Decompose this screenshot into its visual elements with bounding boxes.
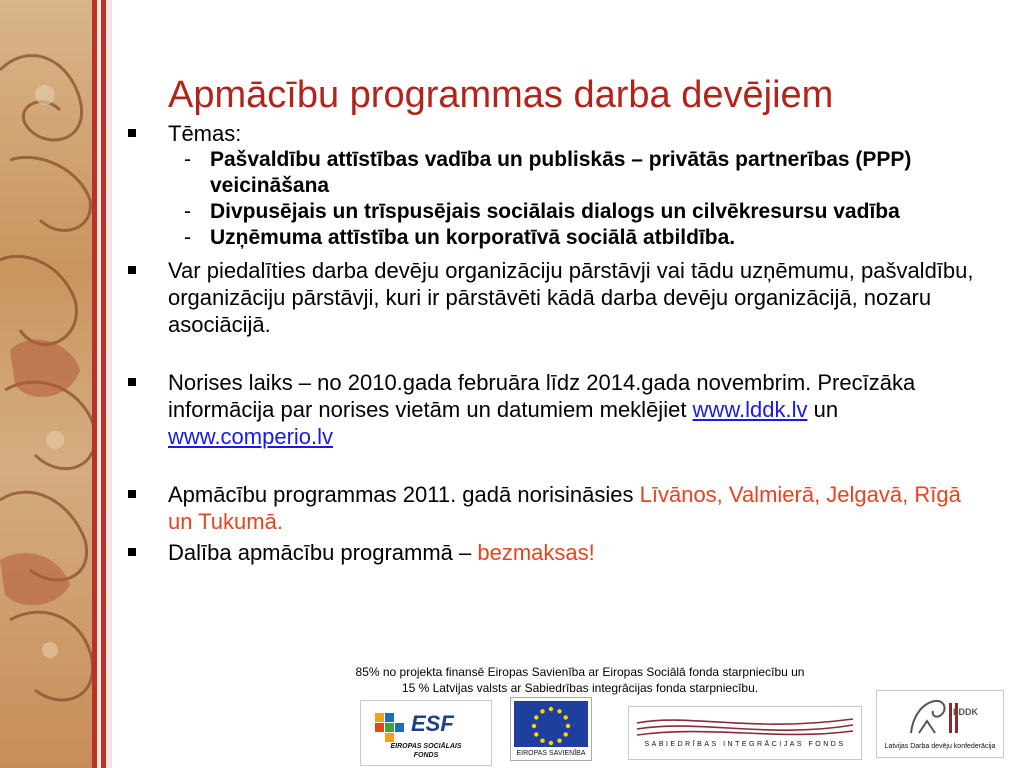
- dash-icon: -: [184, 148, 191, 171]
- sidebar-stripe: [106, 0, 112, 768]
- slide-title: Apmācību programmas darba devējiem: [168, 74, 834, 116]
- topic-item: [128, 147, 988, 199]
- eu-caption: EIROPAS SAVIENĪBA: [516, 750, 586, 757]
- lddk-mark: LDDK: [953, 707, 978, 717]
- bullet-participants: [128, 257, 988, 338]
- locations-text: Apmācību programmas 2011. gadā norisināsies: [168, 482, 640, 507]
- locations-highlight: Līvānos, Valmierā, Jelgavā, Rīgā un Tukumā.: [168, 482, 961, 534]
- topic-item: [128, 199, 988, 225]
- comperio-link[interactable]: www.comperio.lv: [168, 424, 334, 449]
- bullet-square-icon: [128, 490, 136, 498]
- slide-content: [128, 120, 988, 566]
- topic-item: [128, 225, 988, 251]
- bullet-square-icon: [128, 548, 136, 556]
- schedule-text: Norises laiks – no 2010.gada februāra līdz 2014.gada novembrim. Precīzāka informācija par norises vietām un datumiem meklējiet: [168, 370, 916, 422]
- esf-mark: ESF: [411, 711, 454, 736]
- topic-item-text: Pašvaldību attīstības vadība un publiskās – privātās partnerības (PPP) veicināšana: [210, 148, 912, 197]
- decorative-sidebar: [0, 0, 112, 768]
- topics-label: Tēmas:: [168, 121, 242, 146]
- eu-logo: [510, 697, 592, 761]
- lddk-link[interactable]: www.lddk.lv: [692, 397, 808, 422]
- topic-item-text: Uzņēmuma attīstība un korporatīvā sociālā atbildība.: [210, 226, 736, 249]
- participants-text: Var piedalīties darba devēju organizāciju pārstāvji vai tādu uzņēmumu, pašvaldību, organizāciju pārstāvji, kuri ir pārstāvēti kādā darba devēju organizācijā, nozaru asociācijā.: [168, 258, 974, 337]
- sif-caption: SABIEDRĪBAS INTEGRĀCIJAS FONDS: [644, 741, 846, 748]
- lddk-caption: Latvijas Darba devēju konfederācija: [884, 743, 996, 750]
- bullet-square-icon: [128, 378, 136, 386]
- participation-text: Dalība apmācību programmā –: [168, 540, 478, 565]
- esf-caption: EIROPAS SOCIĀLAIS: [390, 743, 462, 750]
- bullet-locations: [128, 481, 988, 535]
- dash-icon: -: [184, 200, 191, 223]
- topic-item-text: Divpusējais un trīspusējais sociālais dialogs un cilvēkresursu vadība: [210, 200, 900, 223]
- sif-logo: [628, 706, 862, 760]
- bullet-schedule: [128, 369, 988, 450]
- participation-highlight: bezmaksas!: [477, 540, 595, 565]
- bullet-topics: [128, 120, 988, 147]
- esf-logo: [360, 700, 492, 766]
- ldk-logo: [876, 690, 1004, 758]
- eu-flag-icon: [514, 701, 588, 747]
- esf-caption: FONDS: [413, 752, 439, 759]
- bullet-participation: [128, 539, 988, 566]
- footnote-line: 15 % Latvijas valsts ar Sabiedrības integrācijas fonda starpniecību.: [401, 681, 759, 695]
- bullet-square-icon: [128, 129, 136, 137]
- sif-waves-icon: [629, 711, 861, 741]
- footnote-line: 85% no projekta finansē Eiropas Savienība ar Eiropas Sociālā fonda starpniecību un: [355, 665, 805, 679]
- schedule-connector: un: [807, 397, 839, 422]
- dash-icon: -: [184, 226, 191, 249]
- bullet-square-icon: [128, 266, 136, 274]
- funding-footnote: [290, 664, 870, 696]
